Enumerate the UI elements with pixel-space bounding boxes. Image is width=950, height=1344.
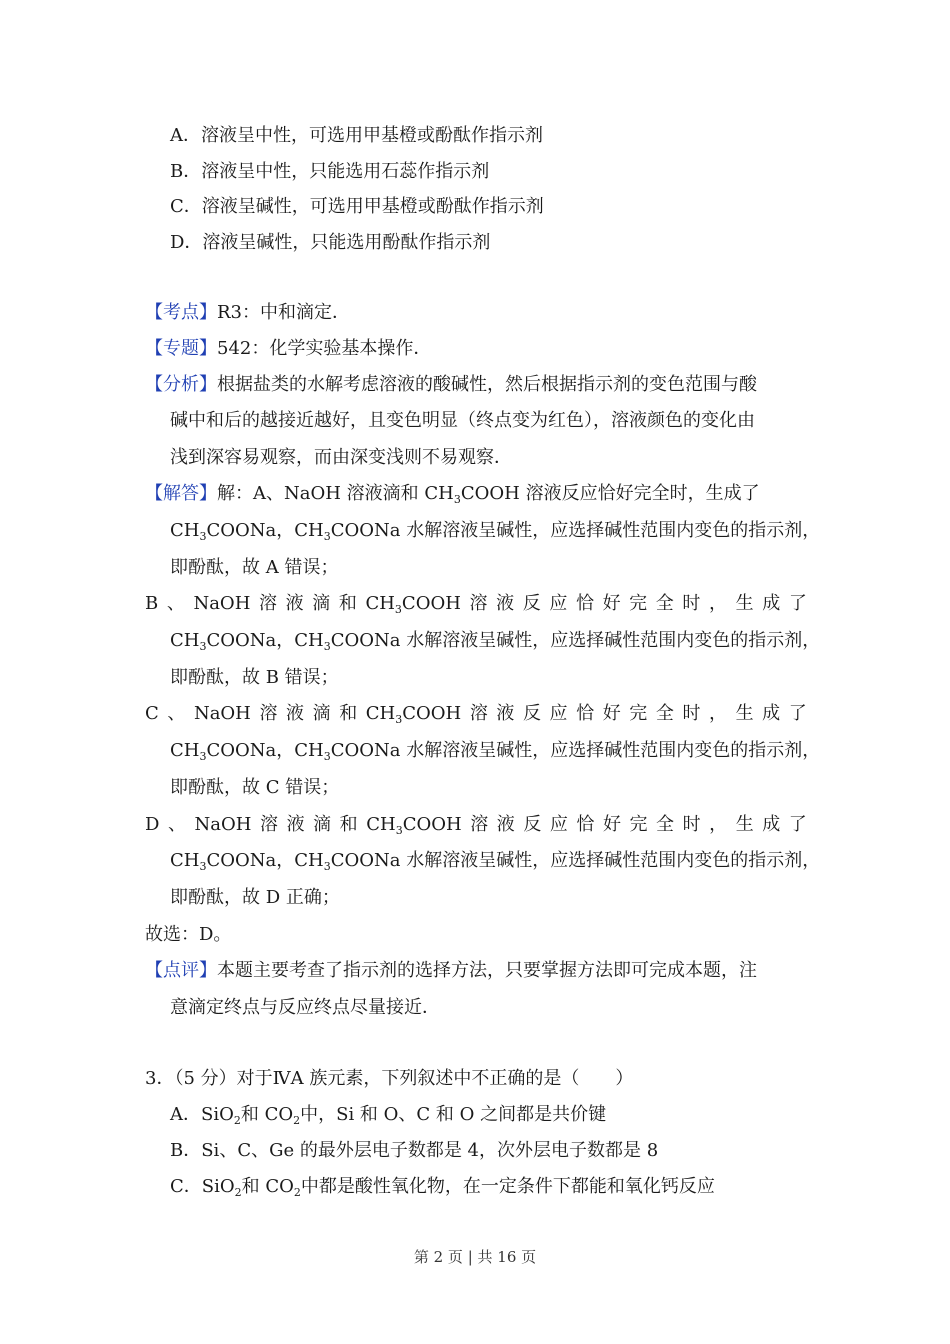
- subscript-2: 2: [293, 1114, 301, 1127]
- word: 反: [523, 814, 542, 835]
- word: 应: [549, 593, 568, 614]
- dianping-text-1: 本题主要考查了指示剂的选择方法，只要掌握方法即可完成本题，注: [217, 960, 757, 981]
- word: 时: [682, 814, 701, 835]
- zhuanti-tag: 【专题】: [145, 338, 217, 359]
- subscript-3: 3: [323, 750, 331, 763]
- word: 好: [602, 703, 621, 724]
- word: 液: [286, 814, 305, 835]
- formula-coona: COONa，: [206, 740, 295, 761]
- formula-ch: CH: [170, 740, 200, 761]
- subscript-3: 3: [323, 860, 331, 873]
- q2-option-c: C．溶液呈碱性，可选用甲基橙或酚酞作指示剂: [170, 196, 544, 217]
- word: 液: [285, 593, 304, 614]
- formula-coona: COONa: [330, 740, 407, 761]
- page-footer: 第 2 页 | 共 16 页: [413, 1248, 537, 1266]
- word: 完: [629, 703, 648, 724]
- b-text-2: 水解溶液呈碱性，应选择碱性范围内变色的指示剂，: [406, 630, 821, 651]
- b-line-1: [145, 592, 807, 618]
- word: $CH_3COOH$: [366, 814, 462, 837]
- b-letter: B: [145, 593, 159, 614]
- q3-a-text-3: 中，Si 和 O、C 和 O 之间都是共价键: [300, 1104, 607, 1125]
- d-line-3: 即酚酞，故 D 正确；: [170, 887, 340, 908]
- word: 反: [522, 593, 541, 614]
- b-line-2: [170, 629, 820, 655]
- word: 液: [496, 593, 515, 614]
- c-line-2: [170, 739, 820, 765]
- q3-c-text-3: 中都是酸性氧化物，在一定条件下都能和氧化钙反应: [300, 1176, 715, 1197]
- word: $CH_3COOH$: [365, 703, 462, 726]
- d-line-1: [145, 813, 807, 839]
- kaodian-line: [145, 301, 350, 325]
- word: 滴: [312, 703, 331, 724]
- word: 溶: [470, 814, 489, 835]
- fenxi-text-1: 根据盐类的水解考虑溶液的酸碱性，然后根据指示剂的变色范围与酸: [217, 374, 757, 395]
- word: ，: [709, 703, 728, 724]
- formula-ch: CH: [366, 814, 396, 835]
- jieda-tag: 【解答】: [145, 483, 217, 504]
- jieda-line-3: 即酚酞，故 A 错误；: [170, 557, 339, 578]
- word: 全: [655, 593, 674, 614]
- word: NaOH: [193, 703, 251, 724]
- subscript-2: 2: [233, 1114, 241, 1127]
- word: 了: [788, 593, 807, 614]
- zhuanti-line: [145, 337, 431, 361]
- word: 成: [762, 703, 781, 724]
- word: 溶: [259, 703, 278, 724]
- word: 成: [762, 814, 781, 835]
- jieda-text-1b: COOH 溶液反应恰好完全时，生成了: [460, 483, 760, 504]
- word: 完: [629, 814, 648, 835]
- word: 好: [602, 593, 621, 614]
- formula-ch: CH: [294, 850, 324, 871]
- c-line-3: 即酚酞，故 C 错误；: [170, 777, 340, 798]
- word: 了: [788, 814, 807, 835]
- word: NaOH: [193, 593, 251, 614]
- formula-ch: CH: [294, 630, 324, 651]
- word: 溶: [469, 703, 488, 724]
- word: 滴: [312, 593, 331, 614]
- word: 好: [602, 814, 621, 835]
- q3-c-text-2: 和 CO: [241, 1176, 294, 1197]
- formula-ch: CH: [294, 740, 324, 761]
- word: 滴: [313, 814, 332, 835]
- subscript-2: 2: [234, 1186, 242, 1199]
- b-line-3: 即酚酞，故 B 错误；: [170, 667, 339, 688]
- word: 成: [762, 593, 781, 614]
- q3-a-text-2: 和 CO: [240, 1104, 294, 1125]
- formula-coona: COONa，: [206, 520, 295, 541]
- subscript-3: 3: [199, 530, 207, 543]
- word: 了: [788, 703, 807, 724]
- d-text-2: 水解溶液呈碱性，应选择碱性范围内变色的指示剂，: [406, 850, 821, 871]
- subscript-3: 3: [394, 603, 402, 616]
- fenxi-line-1: [145, 373, 757, 397]
- word: 、: [167, 703, 186, 724]
- subscript-3: 3: [199, 750, 207, 763]
- dianping-tag: 【点评】: [145, 960, 217, 981]
- subscript-3: 3: [323, 530, 331, 543]
- c-line-1: [145, 702, 807, 728]
- formula-ch: CH: [170, 520, 200, 541]
- subscript-3: 3: [453, 493, 461, 506]
- c-letter: C: [145, 703, 159, 724]
- q3-c-text-1: C．SiO: [170, 1176, 235, 1197]
- d-letter: D: [145, 814, 160, 835]
- q2-option-d: D．溶液呈碱性，只能选用酚酞作指示剂: [170, 232, 491, 253]
- formula-ch: CH: [365, 703, 396, 724]
- word: 恰: [576, 703, 595, 724]
- subscript-3: 3: [199, 860, 207, 873]
- word: 和: [338, 593, 357, 614]
- word: 全: [656, 814, 675, 835]
- word: 应: [549, 703, 568, 724]
- word: ，: [709, 593, 727, 614]
- formula-coona: COONa: [330, 850, 407, 871]
- word: 溶: [469, 593, 488, 614]
- q3-a-text-1: A．SiO: [170, 1104, 234, 1125]
- subscript-2: 2: [293, 1186, 301, 1199]
- subscript-3: 3: [199, 640, 207, 653]
- kaodian-tag: 【考点】: [145, 302, 217, 323]
- dianping-line-1: [145, 959, 757, 983]
- q3-option-b: B．Si、C、Ge 的最外层电子数都是 4，次外层电子数都是 8: [170, 1140, 659, 1161]
- answer-line: 故选：D。: [145, 924, 232, 945]
- jieda-text-2: 水解溶液呈碱性，应选择碱性范围内变色的指示剂，: [406, 520, 821, 541]
- jieda-line-1: [145, 482, 760, 508]
- subscript-3: 3: [395, 824, 403, 837]
- word: 、: [167, 814, 186, 835]
- word: 应: [549, 814, 568, 835]
- word: 液: [496, 814, 515, 835]
- word: 时: [682, 593, 701, 614]
- formula-ch: CH: [170, 630, 200, 651]
- fenxi-tag: 【分析】: [145, 374, 217, 395]
- word: 液: [496, 703, 515, 724]
- formula-ch: CH: [170, 850, 200, 871]
- word: 时: [682, 703, 701, 724]
- word: NaOH: [194, 814, 252, 835]
- kaodian-text: R3：中和滴定．: [217, 302, 351, 323]
- jieda-text-1a: 解：A、NaOH 溶液滴和 CH: [217, 483, 454, 504]
- c-text-2: 水解溶液呈碱性，应选择碱性范围内变色的指示剂，: [406, 740, 821, 761]
- word: 生: [735, 593, 754, 614]
- fenxi-line-3: 浅到深容易观察，而由深变浅则不易观察．: [170, 447, 512, 468]
- jieda-line-2: [170, 519, 820, 545]
- q3-stem: 3．（5 分）对于ⅣA 族元素，下列叙述中不正确的是（ ）: [145, 1068, 634, 1089]
- subscript-3: 3: [323, 640, 331, 653]
- fenxi-line-2: 碱中和后的越接近越好，且变色明显（终点变为红色），溶液颜色的变化由: [170, 410, 755, 431]
- q2-option-b: B．溶液呈中性，只能选用石蕊作指示剂: [170, 161, 490, 182]
- word: 全: [655, 703, 674, 724]
- word: 、: [166, 593, 185, 614]
- formula-coona: COONa: [330, 630, 407, 651]
- word: 生: [735, 814, 754, 835]
- word: $CH_3COOH$: [365, 593, 461, 616]
- dianping-line-2: 意滴定终点与反应终点尽量接近．: [170, 997, 440, 1018]
- q2-option-a: A．溶液呈中性，可选用甲基橙或酚酞作指示剂: [170, 125, 543, 146]
- word: 完: [629, 593, 648, 614]
- formula-coona: COONa，: [206, 850, 295, 871]
- d-line-2: [170, 849, 820, 875]
- word: 和: [339, 814, 358, 835]
- formula-ch: CH: [365, 593, 395, 614]
- word: 恰: [575, 593, 594, 614]
- word: 溶: [259, 593, 277, 614]
- q3-option-c: [170, 1175, 715, 1201]
- q3-option-a: [170, 1103, 606, 1129]
- formula-ch: CH: [294, 520, 324, 541]
- zhuanti-text: 542：化学实验基本操作．: [217, 338, 432, 359]
- word: 溶: [260, 814, 279, 835]
- word: ，: [709, 814, 728, 835]
- formula-coona: COONa: [330, 520, 407, 541]
- formula-coona: COONa，: [206, 630, 295, 651]
- word: 液: [286, 703, 305, 724]
- word: 恰: [576, 814, 595, 835]
- word: 和: [339, 703, 358, 724]
- subscript-3: 3: [395, 713, 403, 726]
- word: 反: [522, 703, 541, 724]
- word: 生: [735, 703, 754, 724]
